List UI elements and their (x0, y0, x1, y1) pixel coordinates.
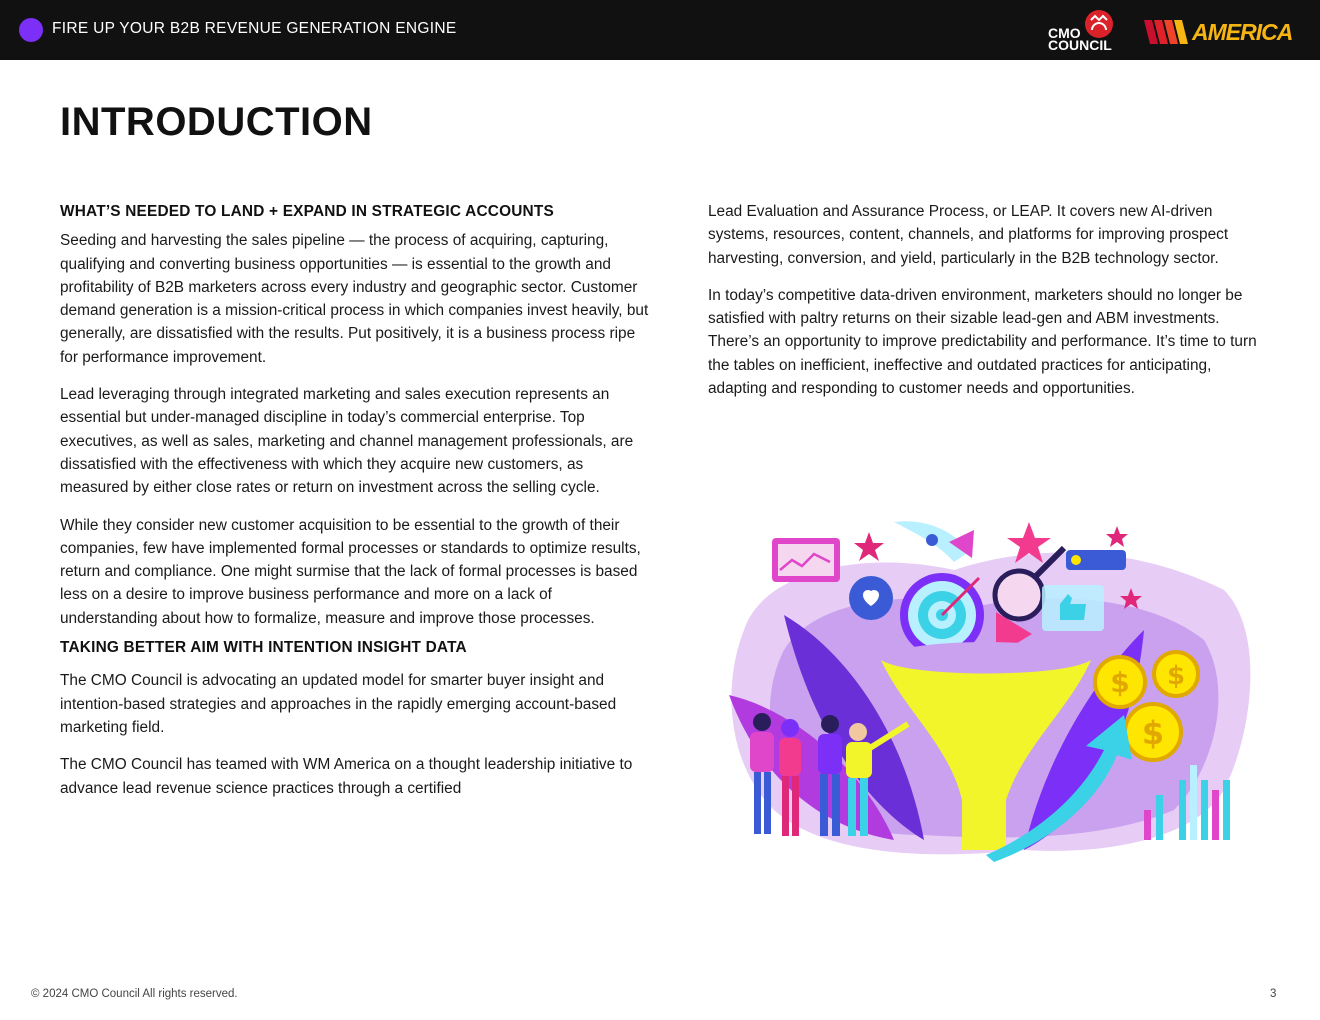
right-column (708, 200, 1268, 414)
paragraph: In today’s competitive data-driven environment, marketers should no longer be satisfied with paltry returns on their sizable lead-gen and ABM investments. There’s an opportunity to improve predictability and performance. It’s time to turn the tables on inefficient, ineffective and outdated practices for anticipating, adapting and responding to customer needs and opportunities. (708, 286, 1257, 398)
paragraph: Lead leveraging through integrated marketing and sales execution represents an essential but under-managed discipline in today’s commercial enterprise. Top executives, as well as sales, marketing and channel management professionals, are dissatisfied with the effectiveness with which they acquire new customers, as measured by either close rates or return on investment across the selling cycle. (60, 386, 634, 497)
paragraph: The CMO Council has teamed with WM America on a thought leadership initiative to advance lead revenue science practices through a certified (60, 756, 633, 797)
section-heading-better-aim: TAKING BETTER AIM WITH INTENTION INSIGHT DATA (60, 639, 467, 657)
footer-copyright: © 2024 CMO Council All rights reserved. (31, 988, 238, 1000)
cmo-logo-mark-icon (1082, 8, 1116, 40)
marketing-funnel-illustration (724, 510, 1254, 865)
dollar-coin-icon (1154, 652, 1198, 696)
star-icon (854, 532, 884, 561)
header-title: FIRE UP YOUR B2B REVENUE GENERATION ENGINE (52, 20, 457, 37)
page-number: 3 (1270, 988, 1277, 1000)
dollar-coin-icon (1125, 704, 1181, 760)
rocket-icon (894, 521, 974, 562)
paragraph: While they consider new customer acquisition to be essential to the growth of their companies, few have implemented formal processes or standards to optimize results, return and compliance. One might surmise that the lack of formal processes is based less on a desire to improve business performance and more on a lack of understanding about how to formalize, measure and improve those processes. (60, 516, 641, 627)
paragraph: Seeding and harvesting the sales pipeline — the process of acquiring, capturing, qualifying and converting business opportunities — is essential to the growth and profitability of B2B marketers across every industry and geographic sector. Customer demand generation is a mission-critical process in which companies invest heavily, but generally, are dissatisfied with the results. Put positively, it is a business process ripe for performance improvement. (60, 232, 649, 366)
paragraph: Lead Evaluation and Assurance Process, or LEAP. It covers new AI-driven systems, resources, content, channels, and platforms for improving prospect harvesting, conversion, and yield, particularly in the B2B technology sector. (708, 203, 1229, 267)
svg-text:$: $ (1141, 714, 1165, 752)
svg-text:$: $ (1166, 661, 1186, 691)
svg-text:$: $ (1110, 666, 1130, 699)
page-title: INTRODUCTION (60, 100, 373, 144)
header-bar (0, 0, 1320, 60)
cmo-council-logo (1046, 8, 1116, 54)
header-dot-icon (19, 18, 43, 42)
section-heading-land-expand: WHAT’S NEEDED TO LAND + EXPAND IN STRATEGIC ACCOUNTS (60, 203, 554, 220)
dollar-coin-icon (1095, 657, 1145, 707)
cmo-logo-line2: COUNCIL (1048, 37, 1112, 53)
wm-stripes-icon (1142, 20, 1194, 44)
left-column (60, 200, 650, 814)
paragraph: The CMO Council is advocating an updated model for smarter buyer insight and intention-based strategies and approaches in the rapidly emerging account-based marketing field. (60, 672, 617, 736)
star-icon (1106, 526, 1128, 547)
wm-logo-text: AMERICA (1192, 19, 1293, 45)
cmo-logo-line1: CMO (1048, 25, 1081, 41)
wm-america-logo (1142, 18, 1302, 46)
